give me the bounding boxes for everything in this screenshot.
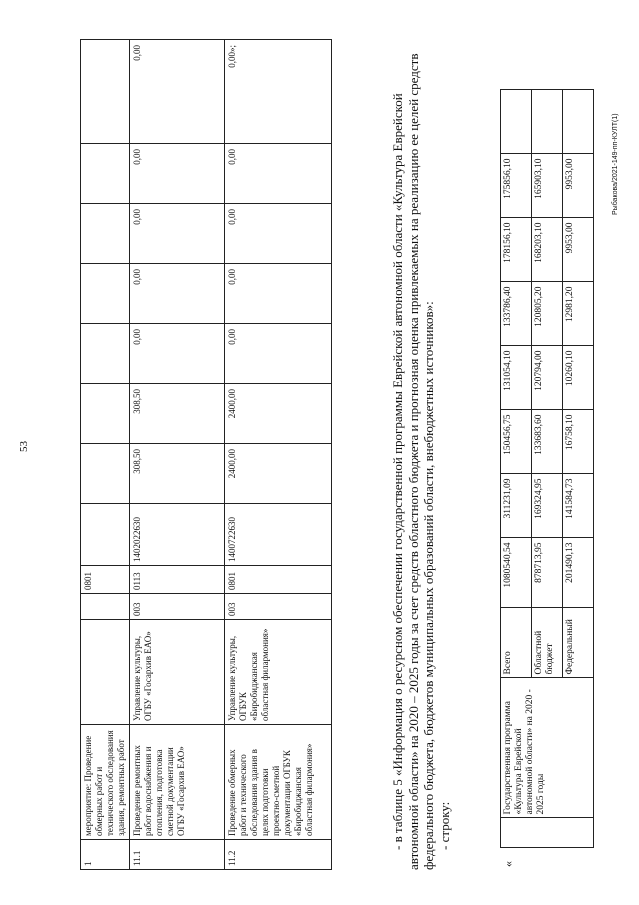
year-2025-value xyxy=(81,40,130,144)
total-value: 1080540,54 xyxy=(501,538,532,608)
year-2022-value: 131054,10 xyxy=(501,346,532,410)
activity-name: Проведение ремонтных работ водоснабжения и отопления, подготовка сметной документации ОГБУ «Госархив ЕАО» xyxy=(130,725,225,840)
csr-code: 1400722630 xyxy=(225,504,332,566)
year-2022-value: 10260,10 xyxy=(563,346,594,410)
year-2021-value: 150456,75 xyxy=(501,410,532,474)
year-2023-value: 120805,20 xyxy=(532,282,563,346)
year-2022-value: 0,00 xyxy=(225,264,332,324)
rzpr-code: 0801 xyxy=(81,566,130,594)
activities-table xyxy=(80,39,332,870)
year-2025-value: 175856,10 xyxy=(501,154,532,218)
year-2024-value: 9953,00 xyxy=(563,218,594,282)
program-name: Государственная программа «Культура Еврейской автономной области» на 2020 - 2025 годы xyxy=(501,678,594,818)
executor: Управление культуры, ОГБУ «Госархив ЕАО» xyxy=(130,620,225,725)
year-2021-value xyxy=(81,324,130,384)
year-2020-value: 2400,00 xyxy=(225,384,332,444)
year-2024-value: 0,00 xyxy=(225,144,332,204)
empty-index-cell xyxy=(501,818,594,848)
table-row xyxy=(130,40,225,870)
row-index: 11.2 xyxy=(225,840,332,870)
funding-source: Федеральный xyxy=(563,608,594,678)
amendment-text xyxy=(390,40,452,870)
year-2021-value: 16758,10 xyxy=(563,410,594,474)
year-2025-value: 9953,00 xyxy=(563,154,594,218)
year-2024-value: 168203,10 xyxy=(532,218,563,282)
page-number: 53 xyxy=(18,441,30,452)
row-index: 11.1 xyxy=(130,840,225,870)
year-2023-value: 0,00 xyxy=(130,204,225,264)
empty-trailing-cell xyxy=(532,90,563,154)
funding-source: Областной бюджет xyxy=(532,608,563,678)
row-index: 1 xyxy=(81,840,130,870)
table-row xyxy=(81,40,130,870)
document-code: Рыбакова/2021-149-пп-КУЛТ(1) xyxy=(612,113,619,215)
year-2025-value: 165903,10 xyxy=(532,154,563,218)
total-value xyxy=(81,444,130,504)
rzpr-code: 0113 xyxy=(130,566,225,594)
activity-name: Проведение обмерных работ и технического обследования здания в целях подготовки проектно-сметной документации ОГБУК «Биробиджанская областная филармония» xyxy=(225,725,332,840)
year-2025-value: 0,00 xyxy=(130,40,225,144)
year-2020-value: 311231,09 xyxy=(501,474,532,538)
program-funding-table xyxy=(500,90,594,871)
total-value: 201490,13 xyxy=(563,538,594,608)
year-2024-value xyxy=(81,144,130,204)
year-2024-value: 0,00 xyxy=(130,144,225,204)
csr-code xyxy=(81,504,130,566)
year-2023-value: 12981,20 xyxy=(563,282,594,346)
grbs-code: 003 xyxy=(130,594,225,620)
grbs-code xyxy=(81,594,130,620)
table-row xyxy=(501,90,532,870)
year-2025-value: 0,00»; xyxy=(225,40,332,144)
open-quote-mark: « xyxy=(500,861,515,867)
rzpr-code: 0801 xyxy=(225,566,332,594)
total-value: 2400,00 xyxy=(225,444,332,504)
year-2023-value: 133786,40 xyxy=(501,282,532,346)
year-2020-value: 141584,73 xyxy=(563,474,594,538)
total-value: 308,50 xyxy=(130,444,225,504)
year-2020-value xyxy=(81,384,130,444)
year-2022-value: 0,00 xyxy=(130,264,225,324)
executor xyxy=(81,620,130,725)
grbs-code: 003 xyxy=(225,594,332,620)
year-2024-value: 178156,10 xyxy=(501,218,532,282)
year-2022-value: 120794,00 xyxy=(532,346,563,410)
table-row xyxy=(225,40,332,870)
executor: Управление культуры, ОГБУК «Биробиджанская областная филармония» xyxy=(225,620,332,725)
empty-trailing-cell xyxy=(563,90,594,154)
empty-trailing-cell xyxy=(501,90,532,154)
year-2020-value: 308,50 xyxy=(130,384,225,444)
amendment-subparagraph: - строку: xyxy=(436,801,452,850)
total-value: 878713,95 xyxy=(532,538,563,608)
year-2021-value: 0,00 xyxy=(130,324,225,384)
amendment-paragraph: - в таблице 5 «Информация о ресурсном обеспечении государственной программы Еврейской автономной области «Культура Еврейской автономной области» на 2020 – 2025 годы за счет средств областного бюджета и прогнозная оценка привлекаемых на реализацию ее целей средств федерального бюджета, бюджетов муниципальных образований области, внебюджетных источников»: xyxy=(390,53,436,870)
csr-code: 1402022630 xyxy=(130,504,225,566)
year-2020-value: 169324,95 xyxy=(532,474,563,538)
activity-name: мероприятие: Проведение обмерных работ и технического обследования здания, ремонтных работ xyxy=(81,725,130,840)
year-2022-value xyxy=(81,264,130,324)
year-2021-value: 0,00 xyxy=(225,324,332,384)
funding-source: Всего xyxy=(501,608,532,678)
year-2023-value: 0,00 xyxy=(225,204,332,264)
year-2023-value xyxy=(81,204,130,264)
year-2021-value: 133683,60 xyxy=(532,410,563,474)
